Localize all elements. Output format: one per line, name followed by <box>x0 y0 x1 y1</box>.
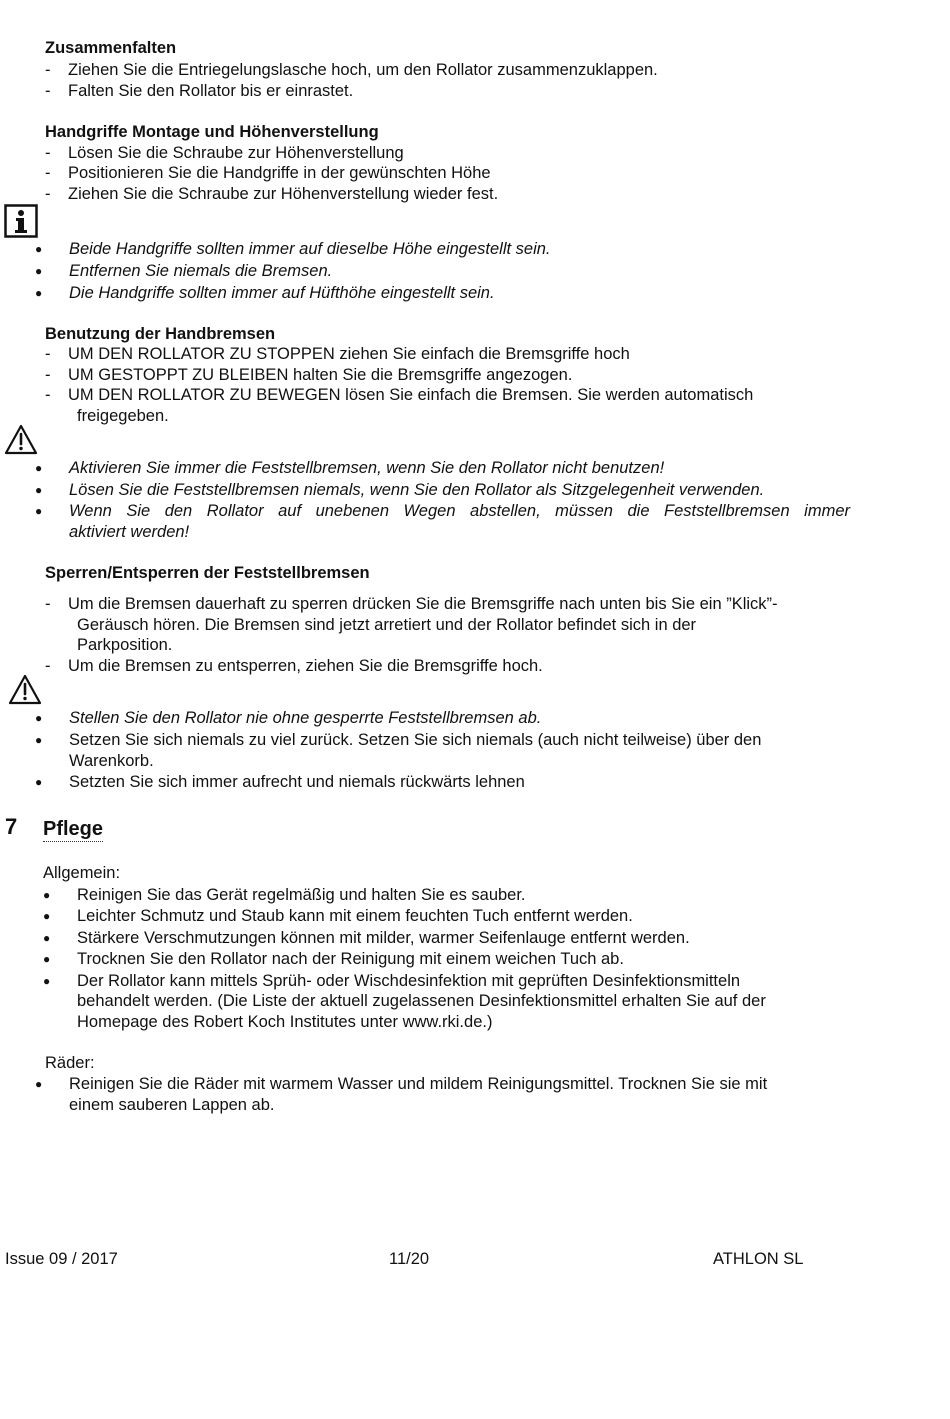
lock-warning: Setzen Sie sich niemals zu viel zurück. Setzen Sie sich niemals (auch nicht teilweise) über den <box>69 731 762 749</box>
bullet-marker: ● <box>35 504 43 518</box>
lock-warning: Setzten Sie sich immer aufrecht und niemals rückwärts lehnen <box>69 773 525 791</box>
dash-marker: - <box>45 82 51 100</box>
bullet-marker: ● <box>43 931 51 945</box>
fold-item: Falten Sie den Rollator bis er einrastet. <box>68 82 354 100</box>
bullet-marker: ● <box>43 974 51 988</box>
care-general-item: Leichter Schmutz und Staub kann mit einem feuchten Tuch entfernt werden. <box>77 907 633 925</box>
warning-triangle-icon <box>8 674 42 711</box>
warning-triangle-icon <box>4 424 38 461</box>
care-general-item: Der Rollator kann mittels Sprüh- oder Wischdesinfektion mit geprüften Desinfektionsmitteln <box>77 972 741 990</box>
brakes-warning: Lösen Sie die Feststellbremsen niemals, wenn Sie den Rollator als Sitzgelegenheit verwenden. <box>69 481 765 499</box>
handles-note: Entfernen Sie niemals die Bremsen. <box>69 262 333 280</box>
dash-marker: - <box>45 657 51 675</box>
handles-item: Positionieren Sie die Handgriffe in der gewünschten Höhe <box>68 164 491 182</box>
bullet-marker: ● <box>43 909 51 923</box>
bullet-marker: ● <box>35 1077 43 1091</box>
lock-warning-continued: Warenkorb. <box>69 752 154 770</box>
bullet-marker: ● <box>35 711 43 725</box>
dash-marker: - <box>45 345 51 363</box>
lock-item-continued: Geräusch hören. Die Bremsen sind jetzt arretiert und der Rollator befindet sich in der <box>77 616 697 634</box>
brakes-item-continued: freigegeben. <box>77 407 169 425</box>
dash-marker: - <box>45 185 51 203</box>
care-general-item-continued: Homepage des Robert Koch Institutes unter www.rki.de.) <box>77 1013 493 1031</box>
lock-item-continued: Parkposition. <box>77 636 173 654</box>
bullet-marker: ● <box>35 733 43 747</box>
footer-page-number: 11/20 <box>389 1250 430 1268</box>
heading-lock: Sperren/Entsperren der Feststellbremsen <box>45 564 370 582</box>
info-icon <box>4 204 38 243</box>
heading-fold: Zusammenfalten <box>45 39 177 57</box>
dash-marker: - <box>45 164 51 182</box>
bullet-marker: ● <box>35 286 43 300</box>
bullet-marker: ● <box>35 775 43 789</box>
handles-item: Ziehen Sie die Schraube zur Höhenverstellung wieder fest. <box>68 185 499 203</box>
handles-note: Die Handgriffe sollten immer auf Hüfthöhe eingestellt sein. <box>69 284 495 302</box>
dash-marker: - <box>45 61 51 79</box>
handles-note: Beide Handgriffe sollten immer auf dieselbe Höhe eingestellt sein. <box>69 240 551 258</box>
care-general-item-continued: behandelt werden. (Die Liste der aktuell zugelassenen Desinfektionsmittel erhalten Sie auf der <box>77 992 766 1010</box>
care-wheels-item: Reinigen Sie die Räder mit warmem Wasser und mildem Reinigungsmittel. Trocknen Sie sie mit <box>69 1075 768 1093</box>
bullet-marker: ● <box>35 242 43 256</box>
lock-warning: Stellen Sie den Rollator nie ohne gesperrte Feststellbremsen ab. <box>69 709 542 727</box>
brakes-warning: Aktivieren Sie immer die Feststellbremsen, wenn Sie den Rollator nicht benutzen! <box>69 459 665 477</box>
care-general-label: Allgemein: <box>43 864 121 882</box>
bullet-marker: ● <box>35 461 43 475</box>
care-wheels-item-continued: einem sauberen Lappen ab. <box>69 1096 275 1114</box>
brakes-warning: Wenn Sie den Rollator auf unebenen Wegen abstellen, müssen die Feststellbremsen immer <box>69 502 850 520</box>
heading-handles: Handgriffe Montage und Höhenverstellung <box>45 123 379 141</box>
heading-brakes: Benutzung der Handbremsen <box>45 325 276 343</box>
bullet-marker: ● <box>35 483 43 497</box>
bullet-marker: ● <box>43 888 51 902</box>
section-title: Pflege <box>43 818 104 840</box>
lock-item: Um die Bremsen dauerhaft zu sperren drücken Sie die Bremsgriffe nach unten bis Sie ein ”Klick”- <box>68 595 778 613</box>
dash-marker: - <box>45 366 51 384</box>
dash-marker: - <box>45 386 51 404</box>
brakes-item: UM GESTOPPT ZU BLEIBEN halten Sie die Bremsgriffe angezogen. <box>68 366 573 384</box>
fold-item: Ziehen Sie die Entriegelungslasche hoch, um den Rollator zusammenzuklappen. <box>68 61 658 79</box>
bullet-marker: ● <box>43 952 51 966</box>
brakes-item: UM DEN ROLLATOR ZU BEWEGEN lösen Sie einfach die Bremsen. Sie werden automatisch <box>68 386 754 404</box>
care-general-item: Reinigen Sie das Gerät regelmäßig und halten Sie es sauber. <box>77 886 526 904</box>
handles-item: Lösen Sie die Schraube zur Höhenverstellung <box>68 144 404 162</box>
brakes-warning-continued: aktiviert werden! <box>69 523 190 541</box>
bullet-marker: ● <box>35 264 43 278</box>
footer-issue: Issue 09 / 2017 <box>5 1250 118 1268</box>
care-wheels-label: Räder: <box>45 1054 95 1072</box>
footer-product-name: ATHLON SL <box>713 1250 804 1268</box>
brakes-item: UM DEN ROLLATOR ZU STOPPEN ziehen Sie einfach die Bremsgriffe hoch <box>68 345 630 363</box>
dash-marker: - <box>45 144 51 162</box>
section-number: 7 <box>5 814 18 839</box>
care-general-item: Stärkere Verschmutzungen können mit milder, warmer Seifenlauge entfernt werden. <box>77 929 690 947</box>
care-general-item: Trocknen Sie den Rollator nach der Reinigung mit einem weichen Tuch ab. <box>77 950 624 968</box>
dash-marker: - <box>45 595 51 613</box>
lock-item: Um die Bremsen zu entsperren, ziehen Sie die Bremsgriffe hoch. <box>68 657 543 675</box>
